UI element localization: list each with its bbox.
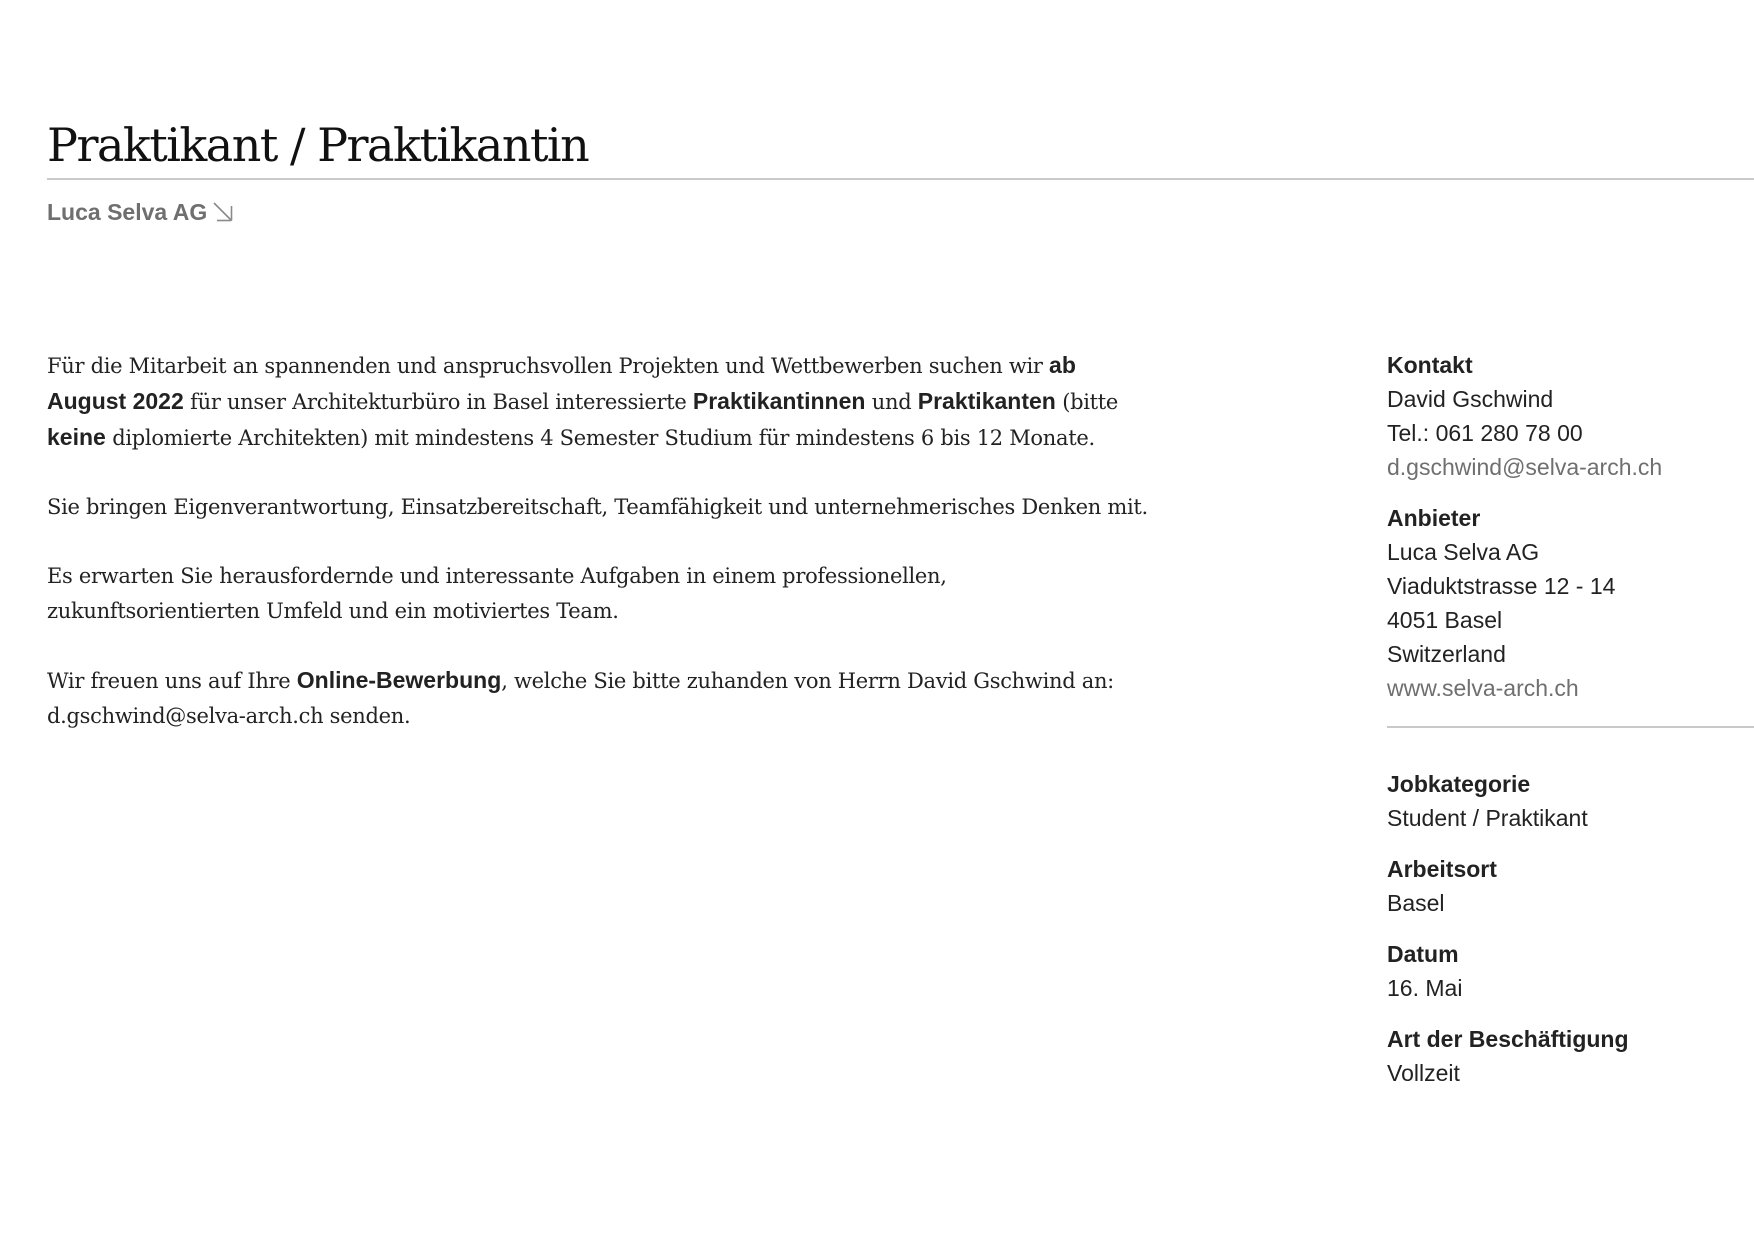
- job-description: [47, 348, 1157, 768]
- work-location-label: Arbeitsort: [1387, 856, 1497, 882]
- text-segment: Für die Mitarbeit an spannenden und anspruchsvollen Projekten und Wettbewerben suchen wir: [47, 354, 1050, 378]
- provider-company: Luca Selva AG: [1387, 539, 1540, 565]
- text-segment: , welche Sie bitte zuhanden von Herrn David Gschwind an: d.gschwind@selva-arch.ch senden.: [47, 669, 1114, 728]
- provider-street: Viaduktstrasse 12 - 14: [1387, 573, 1616, 599]
- title-divider: [47, 178, 1754, 180]
- employment-type-label: Art der Beschäftigung: [1387, 1026, 1629, 1052]
- description-paragraph: [47, 663, 1157, 734]
- job-category-value: Student / Praktikant: [1387, 805, 1588, 831]
- contact-label: Kontakt: [1387, 352, 1473, 378]
- work-location-section: [1387, 852, 1754, 920]
- page-title: Praktikant / Praktikantin: [47, 118, 589, 172]
- date-section: [1387, 937, 1754, 1005]
- contact-section: [1387, 348, 1754, 484]
- contact-phone: Tel.: 061 280 78 00: [1387, 420, 1583, 446]
- provider-website-link[interactable]: www.selva-arch.ch: [1387, 675, 1579, 701]
- text-segment: diplomierte Architekten) mit mindestens 4 Semester Studium für mindestens 6 bis 12 Monate.: [105, 426, 1095, 450]
- emphasis-praktikanten: Praktikanten: [917, 388, 1056, 414]
- description-paragraph: Es erwarten Sie herausfordernde und interessante Aufgaben in einem professionellen, zukunftsorientierten Umfeld und ein motiviertes Team.: [47, 564, 947, 623]
- sidebar-divider: [1387, 726, 1754, 728]
- text-segment: Wir freuen uns auf Ihre: [47, 669, 297, 693]
- provider-section: [1387, 501, 1754, 705]
- job-sidebar: [1387, 348, 1754, 1107]
- provider-country: Switzerland: [1387, 641, 1506, 667]
- company-link-label: Luca Selva AG: [47, 199, 208, 225]
- provider-label: Anbieter: [1387, 505, 1481, 531]
- date-value: 16. Mai: [1387, 975, 1463, 1001]
- description-paragraph: [47, 348, 1157, 456]
- provider-city: 4051 Basel: [1387, 607, 1503, 633]
- emphasis-online-bewerbung: Online-Bewerbung: [296, 667, 502, 693]
- text-segment: für unser Architekturbüro in Basel interessierte: [183, 390, 693, 414]
- emphasis-start-date: ab August 2022: [47, 352, 1076, 414]
- text-segment: und: [865, 390, 918, 414]
- employment-type-value: Vollzeit: [1387, 1060, 1460, 1086]
- company-link[interactable]: [47, 197, 235, 231]
- employment-type-section: [1387, 1022, 1754, 1090]
- contact-name: David Gschwind: [1387, 386, 1554, 412]
- job-category-label: Jobkategorie: [1387, 771, 1531, 797]
- description-paragraph: Sie bringen Eigenverantwortung, Einsatzbereitschaft, Teamfähigkeit und unternehmerisches Denken mit.: [47, 495, 1148, 519]
- date-label: Datum: [1387, 941, 1459, 967]
- emphasis-praktikantinnen: Praktikantinnen: [692, 388, 866, 414]
- job-category-section: [1387, 767, 1754, 835]
- work-location-value: Basel: [1387, 890, 1445, 916]
- contact-email-link[interactable]: d.gschwind@selva-arch.ch: [1387, 454, 1663, 480]
- arrow-down-right-icon: [211, 200, 235, 231]
- text-segment: (bitte: [1055, 390, 1119, 414]
- emphasis-keine: keine: [47, 424, 106, 450]
